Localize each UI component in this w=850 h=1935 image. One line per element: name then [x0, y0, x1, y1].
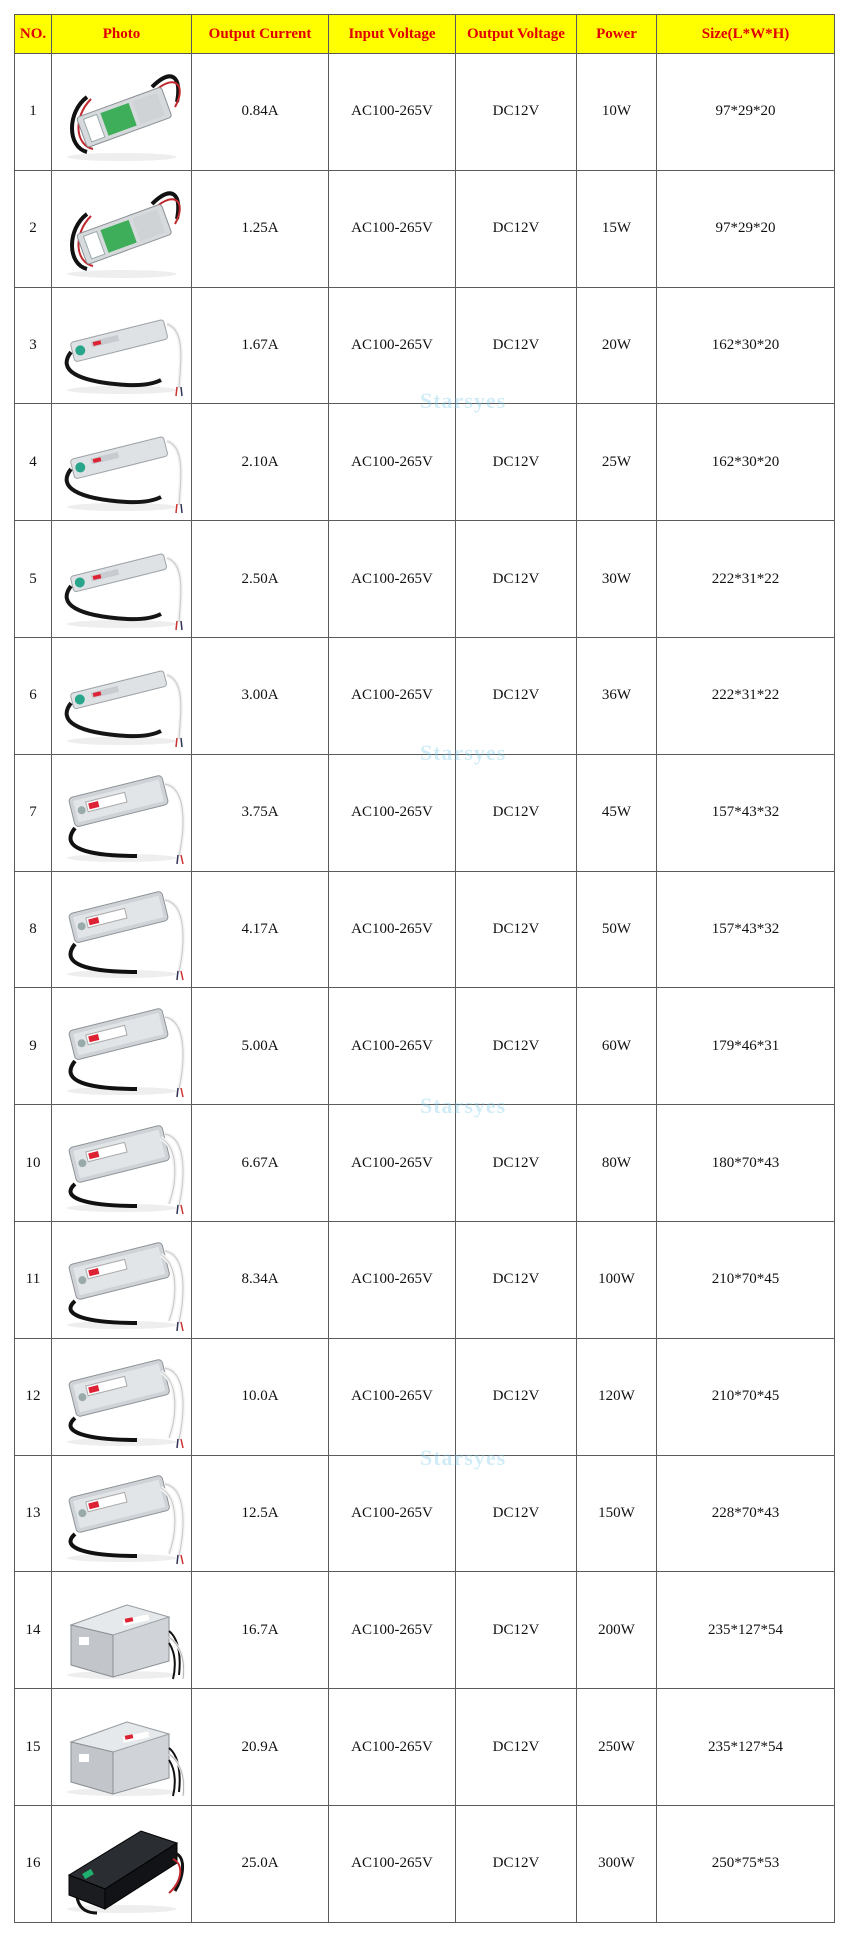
- cell-power: 15W: [577, 170, 657, 287]
- led-driver-photo: [57, 874, 187, 984]
- cell-power: 20W: [577, 287, 657, 404]
- cell-output-voltage: DC12V: [456, 754, 577, 871]
- cell-photo: [52, 54, 192, 171]
- cell-size: 222*31*22: [657, 521, 835, 638]
- cell-output-voltage: DC12V: [456, 1221, 577, 1338]
- table-row: [15, 1455, 835, 1572]
- cell-no: 3: [15, 287, 52, 404]
- cell-output-voltage: DC12V: [456, 287, 577, 404]
- cell-output-current: 4.17A: [192, 871, 329, 988]
- cell-output-current: 8.34A: [192, 1221, 329, 1338]
- cell-photo: [52, 754, 192, 871]
- led-driver-photo: [57, 1809, 187, 1919]
- cell-no: 12: [15, 1338, 52, 1455]
- cell-no: 11: [15, 1221, 52, 1338]
- led-driver-photo: [57, 1225, 187, 1335]
- cell-output-current: 6.67A: [192, 1105, 329, 1222]
- cell-power: 30W: [577, 521, 657, 638]
- cell-photo: [52, 637, 192, 754]
- cell-size: 157*43*32: [657, 754, 835, 871]
- cell-input-voltage: AC100-265V: [329, 637, 456, 754]
- cell-output-voltage: DC12V: [456, 170, 577, 287]
- table-row: [15, 754, 835, 871]
- cell-input-voltage: AC100-265V: [329, 1338, 456, 1455]
- led-driver-photo: [57, 1575, 187, 1685]
- cell-size: 210*70*45: [657, 1221, 835, 1338]
- cell-input-voltage: AC100-265V: [329, 1689, 456, 1806]
- table-row: [15, 287, 835, 404]
- cell-photo: [52, 871, 192, 988]
- cell-no: 9: [15, 988, 52, 1105]
- table-row: [15, 170, 835, 287]
- cell-input-voltage: AC100-265V: [329, 1805, 456, 1922]
- cell-power: 200W: [577, 1572, 657, 1689]
- cell-output-current: 0.84A: [192, 54, 329, 171]
- cell-photo: [52, 1805, 192, 1922]
- cell-photo: [52, 988, 192, 1105]
- cell-output-current: 10.0A: [192, 1338, 329, 1455]
- led-driver-photo: [57, 1342, 187, 1452]
- table-row: [15, 637, 835, 754]
- cell-input-voltage: AC100-265V: [329, 1455, 456, 1572]
- power-supply-spec-table: [14, 14, 835, 1923]
- cell-photo: [52, 1221, 192, 1338]
- led-driver-photo: [57, 1692, 187, 1802]
- cell-output-current: 1.67A: [192, 287, 329, 404]
- cell-output-voltage: DC12V: [456, 1455, 577, 1572]
- cell-output-current: 3.75A: [192, 754, 329, 871]
- table-row: [15, 988, 835, 1105]
- led-driver-photo: [57, 1108, 187, 1218]
- watermark: Starsyes: [420, 1093, 507, 1118]
- cell-photo: [52, 1105, 192, 1222]
- cell-power: 100W: [577, 1221, 657, 1338]
- cell-photo: [52, 170, 192, 287]
- table-row: [15, 871, 835, 988]
- header-input-voltage: Input Voltage: [329, 15, 456, 54]
- cell-size: 162*30*20: [657, 287, 835, 404]
- cell-output-voltage: DC12V: [456, 404, 577, 521]
- cell-input-voltage: AC100-265V: [329, 170, 456, 287]
- cell-photo: [52, 521, 192, 638]
- cell-no: 4: [15, 404, 52, 521]
- cell-size: 235*127*54: [657, 1572, 835, 1689]
- header-output-voltage: Output Voltage: [456, 15, 577, 54]
- cell-no: 16: [15, 1805, 52, 1922]
- cell-output-current: 2.10A: [192, 404, 329, 521]
- cell-no: 6: [15, 637, 52, 754]
- cell-power: 45W: [577, 754, 657, 871]
- cell-input-voltage: AC100-265V: [329, 54, 456, 171]
- cell-input-voltage: AC100-265V: [329, 754, 456, 871]
- watermark: Starsyes: [420, 1445, 507, 1470]
- cell-no: 7: [15, 754, 52, 871]
- cell-size: 180*70*43: [657, 1105, 835, 1222]
- header-row: [15, 15, 835, 54]
- led-driver-photo: [57, 174, 187, 284]
- table-row: [15, 1572, 835, 1689]
- cell-output-current: 12.5A: [192, 1455, 329, 1572]
- cell-output-current: 20.9A: [192, 1689, 329, 1806]
- cell-power: 150W: [577, 1455, 657, 1572]
- led-driver-photo: [57, 1458, 187, 1568]
- led-driver-photo: [57, 407, 187, 517]
- cell-power: 36W: [577, 637, 657, 754]
- cell-size: 162*30*20: [657, 404, 835, 521]
- cell-output-voltage: DC12V: [456, 637, 577, 754]
- cell-no: 5: [15, 521, 52, 638]
- cell-size: 210*70*45: [657, 1338, 835, 1455]
- header-power: Power: [577, 15, 657, 54]
- cell-output-current: 1.25A: [192, 170, 329, 287]
- header-output-current: Output Current: [192, 15, 329, 54]
- cell-no: 13: [15, 1455, 52, 1572]
- cell-input-voltage: AC100-265V: [329, 404, 456, 521]
- table-row: [15, 521, 835, 638]
- cell-output-current: 16.7A: [192, 1572, 329, 1689]
- cell-size: 228*70*43: [657, 1455, 835, 1572]
- cell-size: 235*127*54: [657, 1689, 835, 1806]
- cell-output-voltage: DC12V: [456, 871, 577, 988]
- cell-output-voltage: DC12V: [456, 54, 577, 171]
- cell-input-voltage: AC100-265V: [329, 287, 456, 404]
- watermark: Starsyes: [420, 388, 507, 413]
- cell-output-voltage: DC12V: [456, 1805, 577, 1922]
- cell-no: 15: [15, 1689, 52, 1806]
- cell-power: 25W: [577, 404, 657, 521]
- table-row: [15, 1689, 835, 1806]
- cell-power: 60W: [577, 988, 657, 1105]
- cell-size: 157*43*32: [657, 871, 835, 988]
- led-driver-photo: [57, 290, 187, 400]
- cell-output-current: 25.0A: [192, 1805, 329, 1922]
- cell-power: 300W: [577, 1805, 657, 1922]
- cell-photo: [52, 1455, 192, 1572]
- led-driver-photo: [57, 758, 187, 868]
- cell-no: 8: [15, 871, 52, 988]
- header-photo: Photo: [52, 15, 192, 54]
- cell-no: 10: [15, 1105, 52, 1222]
- cell-output-voltage: DC12V: [456, 1572, 577, 1689]
- cell-power: 50W: [577, 871, 657, 988]
- cell-photo: [52, 1572, 192, 1689]
- cell-photo: [52, 1338, 192, 1455]
- cell-input-voltage: AC100-265V: [329, 521, 456, 638]
- cell-size: 97*29*20: [657, 170, 835, 287]
- cell-input-voltage: AC100-265V: [329, 1572, 456, 1689]
- cell-size: 250*75*53: [657, 1805, 835, 1922]
- cell-output-current: 3.00A: [192, 637, 329, 754]
- cell-output-voltage: DC12V: [456, 1338, 577, 1455]
- watermark: Starsyes: [420, 740, 507, 765]
- table-body: [15, 54, 835, 1923]
- table-row: [15, 404, 835, 521]
- cell-output-voltage: DC12V: [456, 1689, 577, 1806]
- table-row: [15, 1338, 835, 1455]
- cell-output-current: 2.50A: [192, 521, 329, 638]
- cell-power: 80W: [577, 1105, 657, 1222]
- cell-output-voltage: DC12V: [456, 988, 577, 1105]
- cell-output-voltage: DC12V: [456, 521, 577, 638]
- cell-input-voltage: AC100-265V: [329, 871, 456, 988]
- cell-size: 222*31*22: [657, 637, 835, 754]
- cell-input-voltage: AC100-265V: [329, 1105, 456, 1222]
- cell-input-voltage: AC100-265V: [329, 988, 456, 1105]
- table-row: [15, 1805, 835, 1922]
- cell-size: 179*46*31: [657, 988, 835, 1105]
- table-row: [15, 54, 835, 171]
- table-row: [15, 1221, 835, 1338]
- cell-photo: [52, 287, 192, 404]
- cell-power: 10W: [577, 54, 657, 171]
- table-row: [15, 1105, 835, 1222]
- header-size: Size(L*W*H): [657, 15, 835, 54]
- led-driver-photo: [57, 991, 187, 1101]
- led-driver-photo: [57, 57, 187, 167]
- cell-size: 97*29*20: [657, 54, 835, 171]
- cell-photo: [52, 1689, 192, 1806]
- cell-output-current: 5.00A: [192, 988, 329, 1105]
- header-no: NO.: [15, 15, 52, 54]
- cell-photo: [52, 404, 192, 521]
- cell-no: 2: [15, 170, 52, 287]
- cell-no: 14: [15, 1572, 52, 1689]
- cell-input-voltage: AC100-265V: [329, 1221, 456, 1338]
- cell-output-voltage: DC12V: [456, 1105, 577, 1222]
- cell-power: 250W: [577, 1689, 657, 1806]
- led-driver-photo: [57, 524, 187, 634]
- led-driver-photo: [57, 641, 187, 751]
- cell-power: 120W: [577, 1338, 657, 1455]
- cell-no: 1: [15, 54, 52, 171]
